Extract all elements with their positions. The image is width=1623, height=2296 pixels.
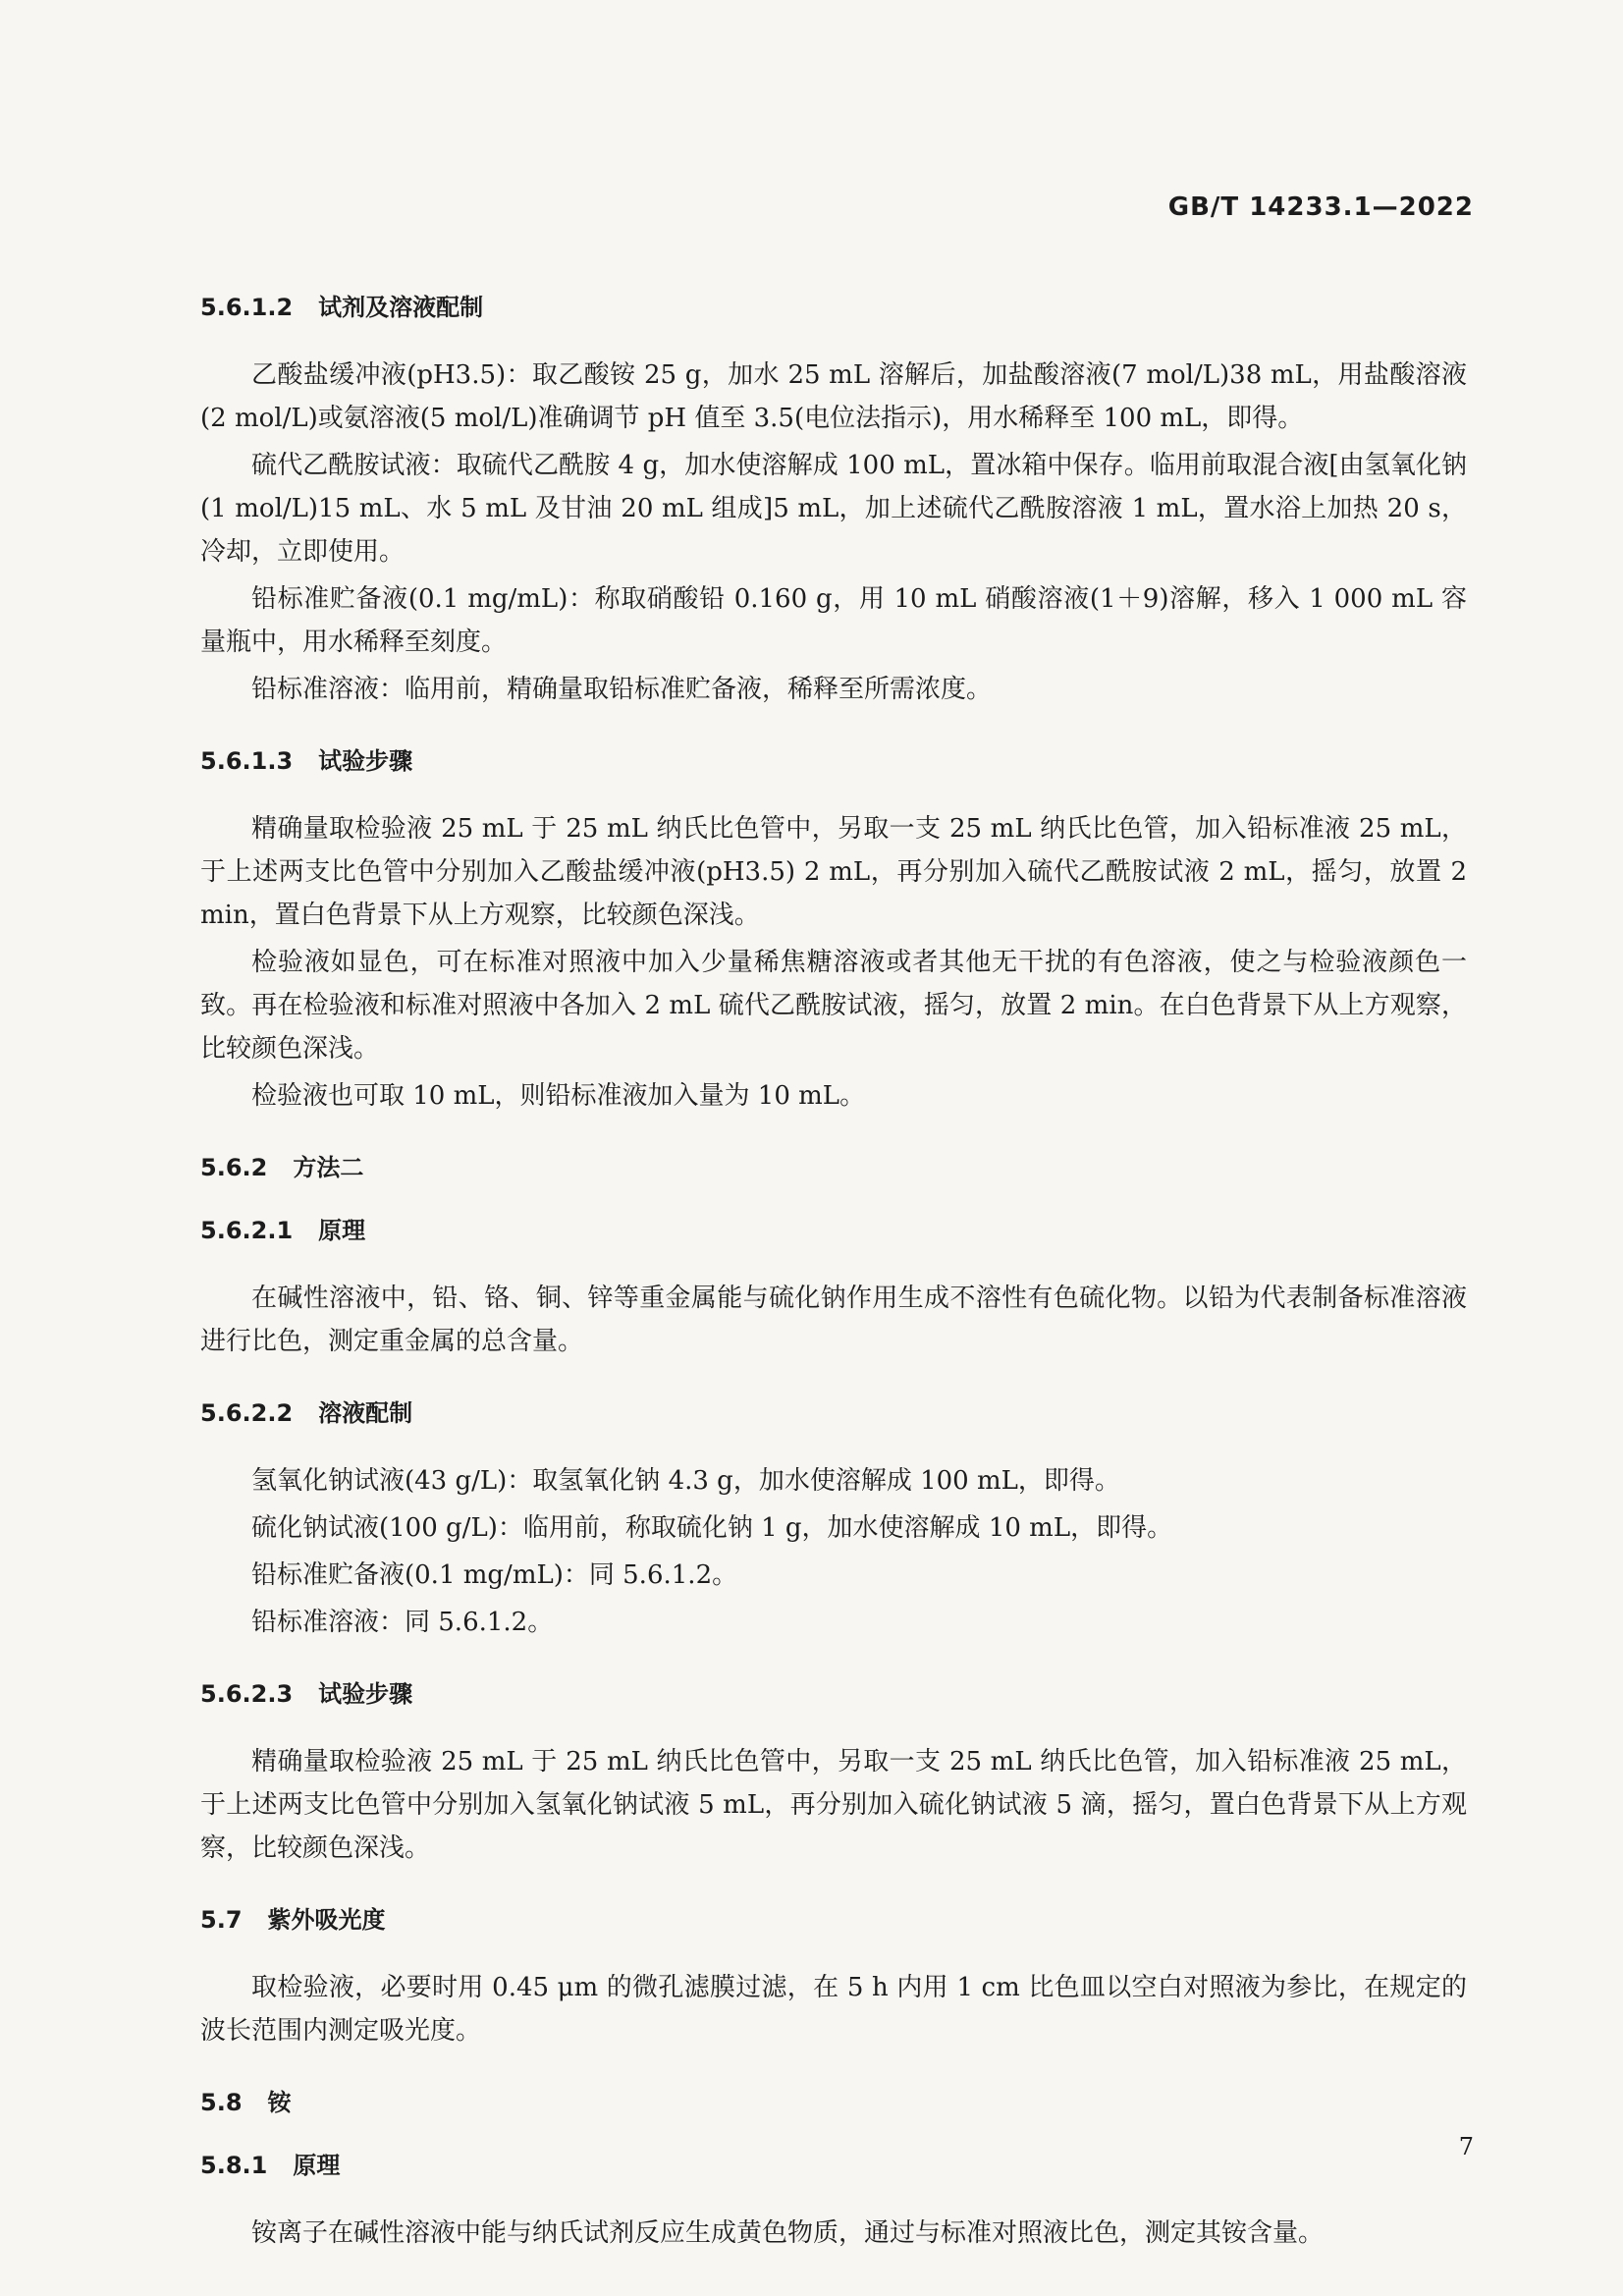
section-5-6-2 [200, 1151, 1467, 1184]
section-title: 试剂及溶液配制 [318, 294, 484, 321]
paragraph: 精确量取检验液 25 mL 于 25 mL 纳氏比色管中，另取一支 25 mL 纳氏比色管，加入铅标准液 25 mL，于上述两支比色管中分别加入氢氧化钠试液 5 mL，再分别加入硫化钠试液 5 滴，摇匀，置白色背景下从上方观察，比较颜色深浅。 [200, 1747, 1467, 1863]
section-number: 5.7 [200, 1906, 243, 1934]
paragraph: 检验液也可取 10 mL，则铅标准液加入量为 10 mL。 [251, 1081, 866, 1111]
page-number: 7 [1458, 2133, 1474, 2160]
section-heading [200, 1214, 1467, 1247]
paragraph: 取检验液，必要时用 0.45 μm 的微孔滤膜过滤，在 5 h 内用 1 cm 比色皿以空白对照液为参比，在规定的波长范围内测定吸光度。 [200, 1973, 1467, 2046]
section-title: 原理 [293, 2152, 341, 2179]
section-heading [200, 2149, 1467, 2182]
section-5-6-1-3 [200, 744, 1467, 1118]
section-5-6-2-3 [200, 1677, 1467, 1870]
paragraph: 硫代乙酰胺试液：取硫代乙酰胺 4 g，加水使溶解成 100 mL，置冰箱中保存。临用前取混合液[由氢氧化钠(1 mol/L)15 mL、水 5 mL 及甘油 20 mL 组成]5 mL，加上述硫代乙酰胺溶液 1 mL，置水浴上加热 20 s，冷却，立即使用。 [200, 451, 1467, 567]
standard-code: GB/T 14233.1—2022 [1167, 192, 1474, 222]
section-5-6-1-2 [200, 291, 1467, 711]
paragraph: 铅标准贮备液(0.1 mg/mL)：称取硝酸铅 0.160 g，用 10 mL 硝酸溶液(1＋9)溶解，移入 1 000 mL 容量瓶中，用水稀释至刻度。 [200, 584, 1467, 657]
section-number: 5.6.2.3 [200, 1680, 294, 1708]
section-title: 试验步骤 [318, 747, 413, 775]
section-heading [200, 744, 1467, 778]
section-title: 铵 [267, 2089, 292, 2116]
paragraph: 铅标准溶液：临用前，精确量取铅标准贮备液，稀释至所需浓度。 [251, 675, 993, 704]
section-title: 紫外吸光度 [267, 1906, 386, 1934]
section-5-6-2-2 [200, 1396, 1467, 1644]
section-5-8 [200, 2086, 1467, 2119]
section-number: 5.6.1.2 [200, 294, 294, 321]
section-number: 5.6.2.1 [200, 1217, 294, 1244]
paragraph: 乙酸盐缓冲液(pH3.5)：取乙酸铵 25 g，加水 25 mL 溶解后，加盐酸溶液(7 mol/L)38 mL，用盐酸溶液(2 mol/L)或氨溶液(5 mol/L)准确调节 pH 值至 3.5(电位法指示)，用水稀释至 100 mL，即得。 [200, 360, 1467, 433]
section-5-8-1 [200, 2149, 1467, 2255]
paragraph: 检验液如显色，可在标准对照液中加入少量稀焦糖溶液或者其他无干扰的有色溶液，使之与检验液颜色一致。再在检验液和标准对照液中各加入 2 mL 硫代乙酰胺试液，摇匀，放置 2 min。在白色背景下从上方观察，比较颜色深浅。 [200, 948, 1467, 1064]
section-title: 方法二 [293, 1154, 364, 1181]
paragraph: 铵离子在碱性溶液中能与纳氏试剂反应生成黄色物质，通过与标准对照液比色，测定其铵含量。 [251, 2218, 1325, 2248]
paragraph: 氢氧化钠试液(43 g/L)：取氢氧化钠 4.3 g，加水使溶解成 100 mL，即得。 [251, 1466, 1120, 1496]
section-heading [200, 1151, 1467, 1184]
paragraph: 精确量取检验液 25 mL 于 25 mL 纳氏比色管中，另取一支 25 mL 纳氏比色管，加入铅标准液 25 mL，于上述两支比色管中分别加入乙酸盐缓冲液(pH3.5) 2 mL，再分别加入硫代乙酰胺试液 2 mL，摇匀，放置 2 min，置白色背景下从上方观察，比较颜色深浅。 [200, 814, 1467, 930]
section-number: 5.8 [200, 2089, 243, 2116]
paragraph: 铅标准贮备液(0.1 mg/mL)：同 5.6.1.2。 [251, 1560, 738, 1590]
section-number: 5.6.1.3 [200, 747, 294, 775]
paragraph: 铅标准溶液：同 5.6.1.2。 [251, 1608, 554, 1637]
section-heading [200, 1677, 1467, 1711]
page-content [200, 291, 1467, 2288]
paragraph: 硫化钠试液(100 g/L)：临用前，称取硫化钠 1 g，加水使溶解成 10 mL，即得。 [251, 1513, 1173, 1543]
section-heading [200, 1903, 1467, 1937]
section-title: 试验步骤 [318, 1680, 413, 1708]
section-5-6-2-1 [200, 1214, 1467, 1363]
paragraph: 在碱性溶液中，铅、铬、铜、锌等重金属能与硫化钠作用生成不溶性有色硫化物。以铅为代表制备标准溶液进行比色，测定重金属的总含量。 [200, 1284, 1467, 1356]
section-number: 5.6.2 [200, 1154, 268, 1181]
section-title: 溶液配制 [318, 1399, 413, 1427]
section-number: 5.6.2.2 [200, 1399, 294, 1427]
section-number: 5.8.1 [200, 2152, 268, 2179]
section-title: 原理 [318, 1217, 366, 1244]
section-5-7 [200, 1903, 1467, 2052]
section-heading [200, 2086, 1467, 2119]
section-heading [200, 1396, 1467, 1430]
section-heading [200, 291, 1467, 324]
